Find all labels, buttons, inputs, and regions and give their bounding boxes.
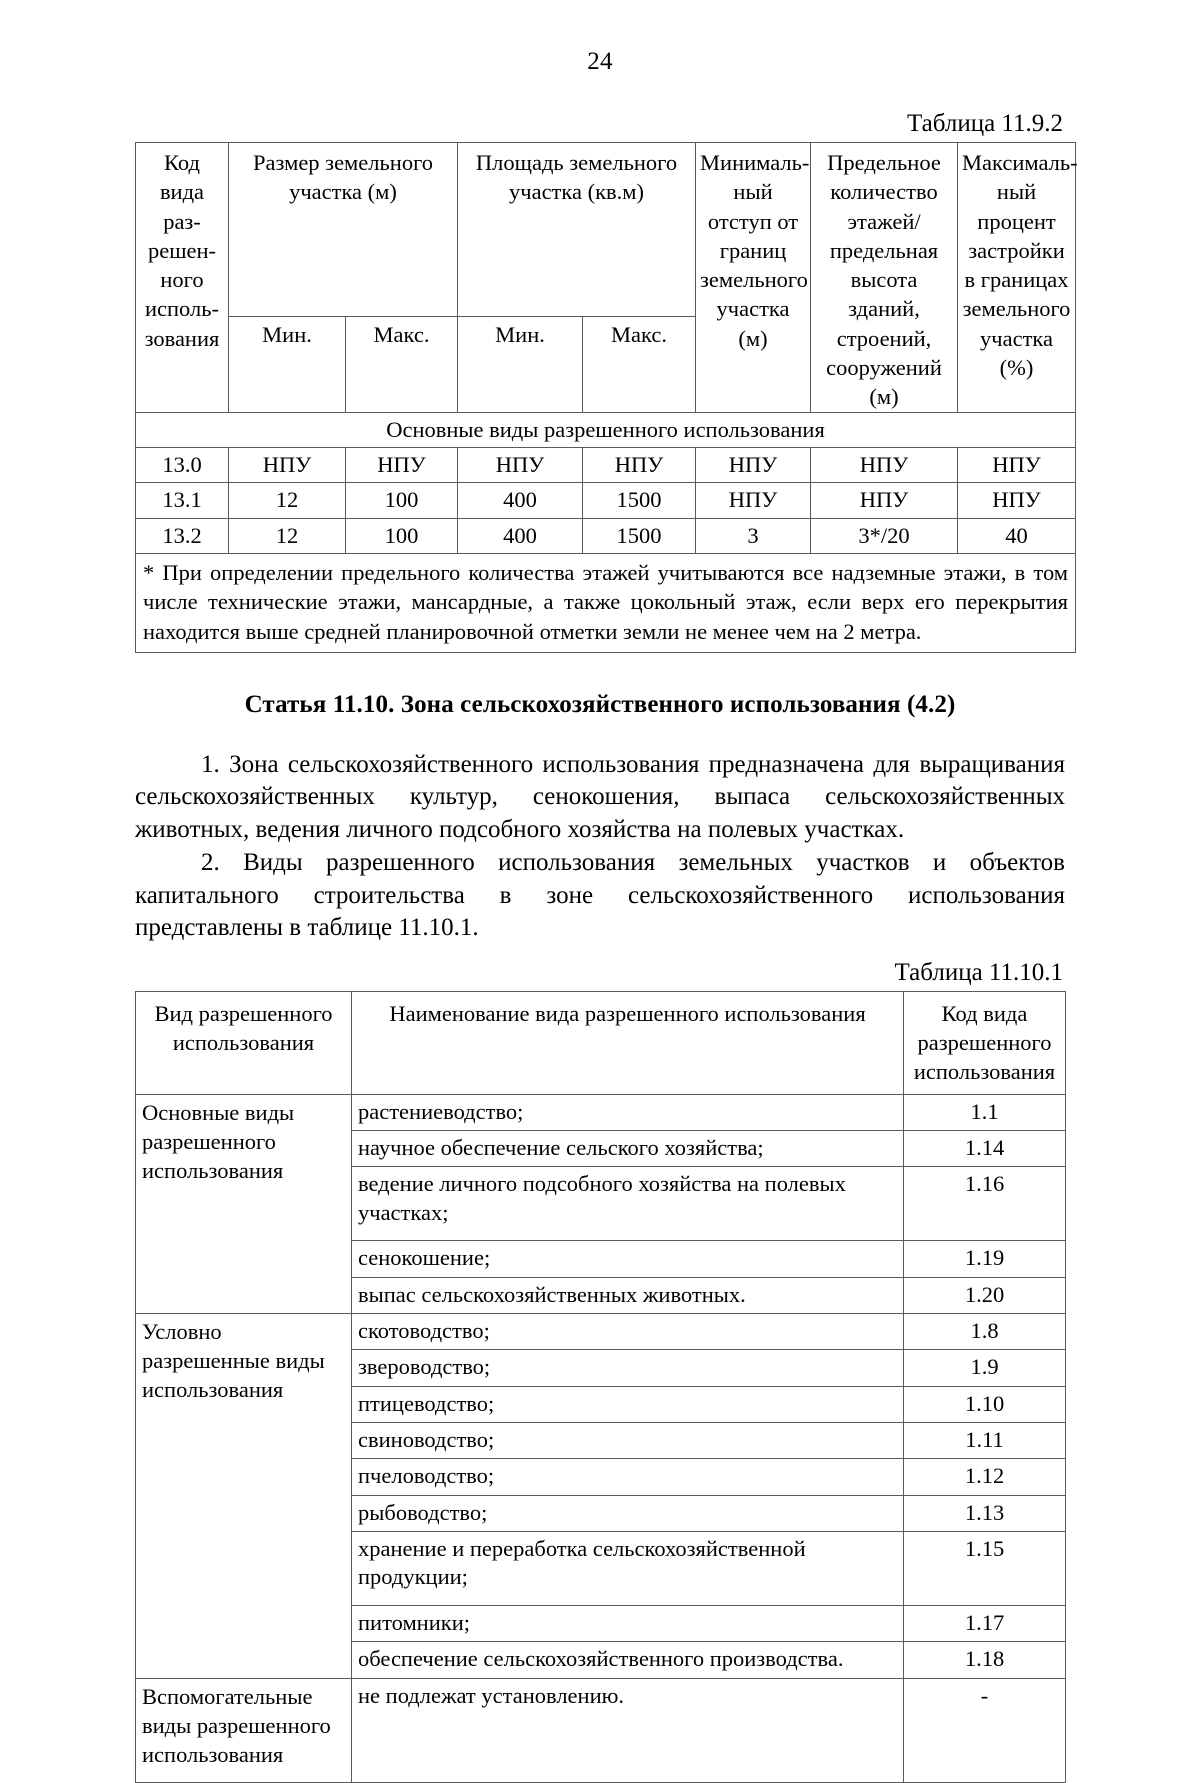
table-2-caption: Таблица 11.10.1 [894,958,1063,986]
cell-use-code: 1.16 [904,1167,1066,1241]
header-cell-max-size: Макс. [346,316,458,413]
cell-max-area: 1500 [583,483,696,518]
table-row [136,1313,1066,1349]
cell-use-code: 1.12 [904,1459,1066,1495]
cell-use-name: скотоводство; [352,1313,904,1349]
cell-use-code: 1.19 [904,1241,1066,1277]
page-content [135,110,1078,1783]
page-number: 24 [587,48,613,75]
cell-use-code: 1.10 [904,1386,1066,1422]
group-kind-label: Основные виды разрешенного использования [136,1094,352,1313]
cell-use-name: обеспечение сельскохозяйственного производства. [352,1642,904,1678]
cell-min-area: НПУ [458,447,583,482]
header-cell-percent: Максималь-ный процент застройки в границах земельного участка (%) [958,143,1076,413]
header-cell-name: Наименование вида разрешенного использования [352,991,904,1094]
cell-use-code: 1.18 [904,1642,1066,1678]
cell-min-size: НПУ [229,447,346,482]
cell-percent: 40 [958,518,1076,553]
document-page [0,48,1200,1768]
article-heading: Статья 11.10. Зона сельскохозяйственного использования (4.2) [244,690,956,718]
cell-use-name: выпас сельскохозяйственных животных. [352,1277,904,1313]
cell-min-area: 400 [458,483,583,518]
table-parameters-11-9-2 [135,142,1076,653]
cell-min-size: 12 [229,483,346,518]
header-cell-code: Код вида разрешенного использования [904,991,1066,1094]
group-kind-label: Условно разрешенные виды использования [136,1313,352,1678]
cell-use-name: ведение личного подсобного хозяйства на полевых участках; [352,1167,904,1241]
table-row [136,518,1076,553]
table-row-band [136,413,1076,447]
header-cell-area: Площадь земельного участка (кв.м) [458,143,696,317]
cell-code: 13.1 [136,483,229,518]
cell-use-code: 1.17 [904,1605,1066,1641]
cell-use-name: пчеловодство; [352,1459,904,1495]
cell-use-code: 1.20 [904,1277,1066,1313]
cell-code: 13.0 [136,447,229,482]
cell-max-size: 100 [346,518,458,553]
cell-setback: НПУ [696,483,811,518]
cell-use-name: научное обеспечение сельского хозяйства; [352,1130,904,1166]
cell-setback: 3 [696,518,811,553]
article-paragraph-2: 2. Виды разрешенного использования земельных участков и объектов капитального строительства в зоне сельскохозяйственного использования представлены в таблице 11.10.1. [135,849,1065,942]
cell-use-code: 1.8 [904,1313,1066,1349]
cell-use-code: 1.11 [904,1422,1066,1458]
cell-use-name: свиноводство; [352,1422,904,1458]
cell-use-name: сенокошение; [352,1241,904,1277]
cell-max-size: НПУ [346,447,458,482]
cell-use-name: питомники; [352,1605,904,1641]
cell-percent: НПУ [958,483,1076,518]
cell-setback: НПУ [696,447,811,482]
cell-floors: НПУ [811,447,958,482]
table-1-footnote: * При определении предельного количества этажей учитываются все надземные этажи, в том числе технические этажи, мансардные, а также цокольный этаж, если верх его перекрытия находится выше средней планировочной отметки земли не менее чем на 2 метра. [136,554,1076,653]
cell-use-name: хранение и переработка сельскохозяйственной продукции; [352,1531,904,1605]
cell-use-name: рыбоводство; [352,1495,904,1531]
group-kind-label: Вспомогательные виды разрешенного использования [136,1678,352,1782]
article-paragraph-1: 1. Зона сельскохозяйственного использования предназначена для выращивания сельскохозяйственных культур, сенокошения, выпаса сельскохозяйственных животных, ведения личного подсобного хозяйства на полевых участках. [135,750,1065,843]
table-row-footnote [136,554,1076,653]
header-cell-min-area: Мин. [458,316,583,413]
cell-use-name: птицеводство; [352,1386,904,1422]
cell-floors: НПУ [811,483,958,518]
table-row-header [136,991,1066,1094]
cell-max-area: НПУ [583,447,696,482]
header-cell-code: Код вида раз-решен-ного исполь-зования [136,143,229,413]
cell-code: 13.2 [136,518,229,553]
table-row [136,1094,1066,1130]
table-row-header-top [136,143,1076,317]
spacer [135,945,1065,959]
cell-use-name: звероводство; [352,1350,904,1386]
cell-use-name: не подлежат установлению. [352,1678,904,1782]
cell-min-area: 400 [458,518,583,553]
cell-use-code: 1.14 [904,1130,1066,1166]
cell-min-size: 12 [229,518,346,553]
cell-use-code: 1.1 [904,1094,1066,1130]
cell-max-size: 100 [346,483,458,518]
table-row [136,447,1076,482]
header-cell-setback: Минималь-ный отступ от границ земельного участка (м) [696,143,811,413]
cell-use-name: растениеводство; [352,1094,904,1130]
table-row [136,483,1076,518]
header-cell-size: Размер земельного участка (м) [229,143,458,317]
header-cell-kind: Вид разрешенного использования [136,991,352,1094]
cell-use-code: 1.9 [904,1350,1066,1386]
table-permitted-uses-11-10-1 [135,991,1066,1783]
header-cell-floors: Предельное количество этажей/ предельная высота зданий, строений, сооружений (м) [811,143,958,413]
cell-percent: НПУ [958,447,1076,482]
table-row [136,1678,1066,1782]
cell-use-code: 1.15 [904,1531,1066,1605]
table-1-caption: Таблица 11.9.2 [907,110,1063,137]
header-cell-min-size: Мин. [229,316,346,413]
header-cell-max-area: Макс. [583,316,696,413]
band-label-main-uses: Основные виды разрешенного использования [136,413,1076,447]
cell-max-area: 1500 [583,518,696,553]
cell-use-code: - [904,1678,1066,1782]
cell-floors: 3*/20 [811,518,958,553]
cell-use-code: 1.13 [904,1495,1066,1531]
